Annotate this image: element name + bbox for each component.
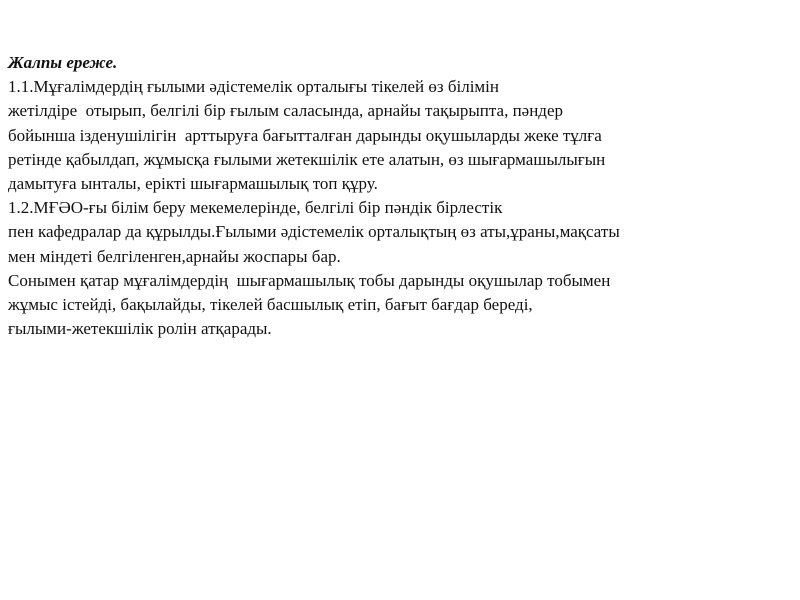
text-line-4: ретінде қабылдап, жұмысқа ғылыми жетекшілік ете алатын, өз шығармашылығын — [8, 149, 606, 169]
text-line-11: ғылыми-жетекшілік ролін атқарады. — [8, 319, 272, 339]
text-line-10: жұмыс істейді, бақылайды, тікелей басшылық етіп, бағыт бағдар береді, — [8, 295, 533, 315]
text-line-2: жетілдіре отырып, белгілі бір ғылым саласында, арнайы тақырыпта, пәндер — [8, 101, 563, 121]
text-line-9: Сонымен қатар мұғалімдердің шығармашылық тобы дарынды оқушылар тобымен — [8, 270, 611, 290]
section-heading: Жалпы ереже. — [8, 53, 118, 72]
text-line-7: пен кафедралар да құрылды.Ғылыми әдістемелік орталықтың өз аты,ұраны,мақсаты — [8, 222, 620, 242]
text-line-1: 1.1.Мұғалімдердің ғылыми әдістемелік орталығы тікелей өз білімін — [8, 77, 499, 97]
document-body — [8, 51, 778, 341]
text-line-3: бойынша ізденушілігін арттыруға бағытталған дарынды оқушыларды жеке тұлға — [8, 125, 602, 145]
text-line-6: 1.2.МҒӘО-ғы білім беру мекемелерінде, белгілі бір пәндік бірлестік — [8, 198, 503, 218]
text-line-5: дамытуға ынталы, ерікті шығармашылық топ құру. — [8, 174, 378, 194]
text-line-8: мен міндеті белгіленген,арнайы жоспары бар. — [8, 246, 341, 266]
